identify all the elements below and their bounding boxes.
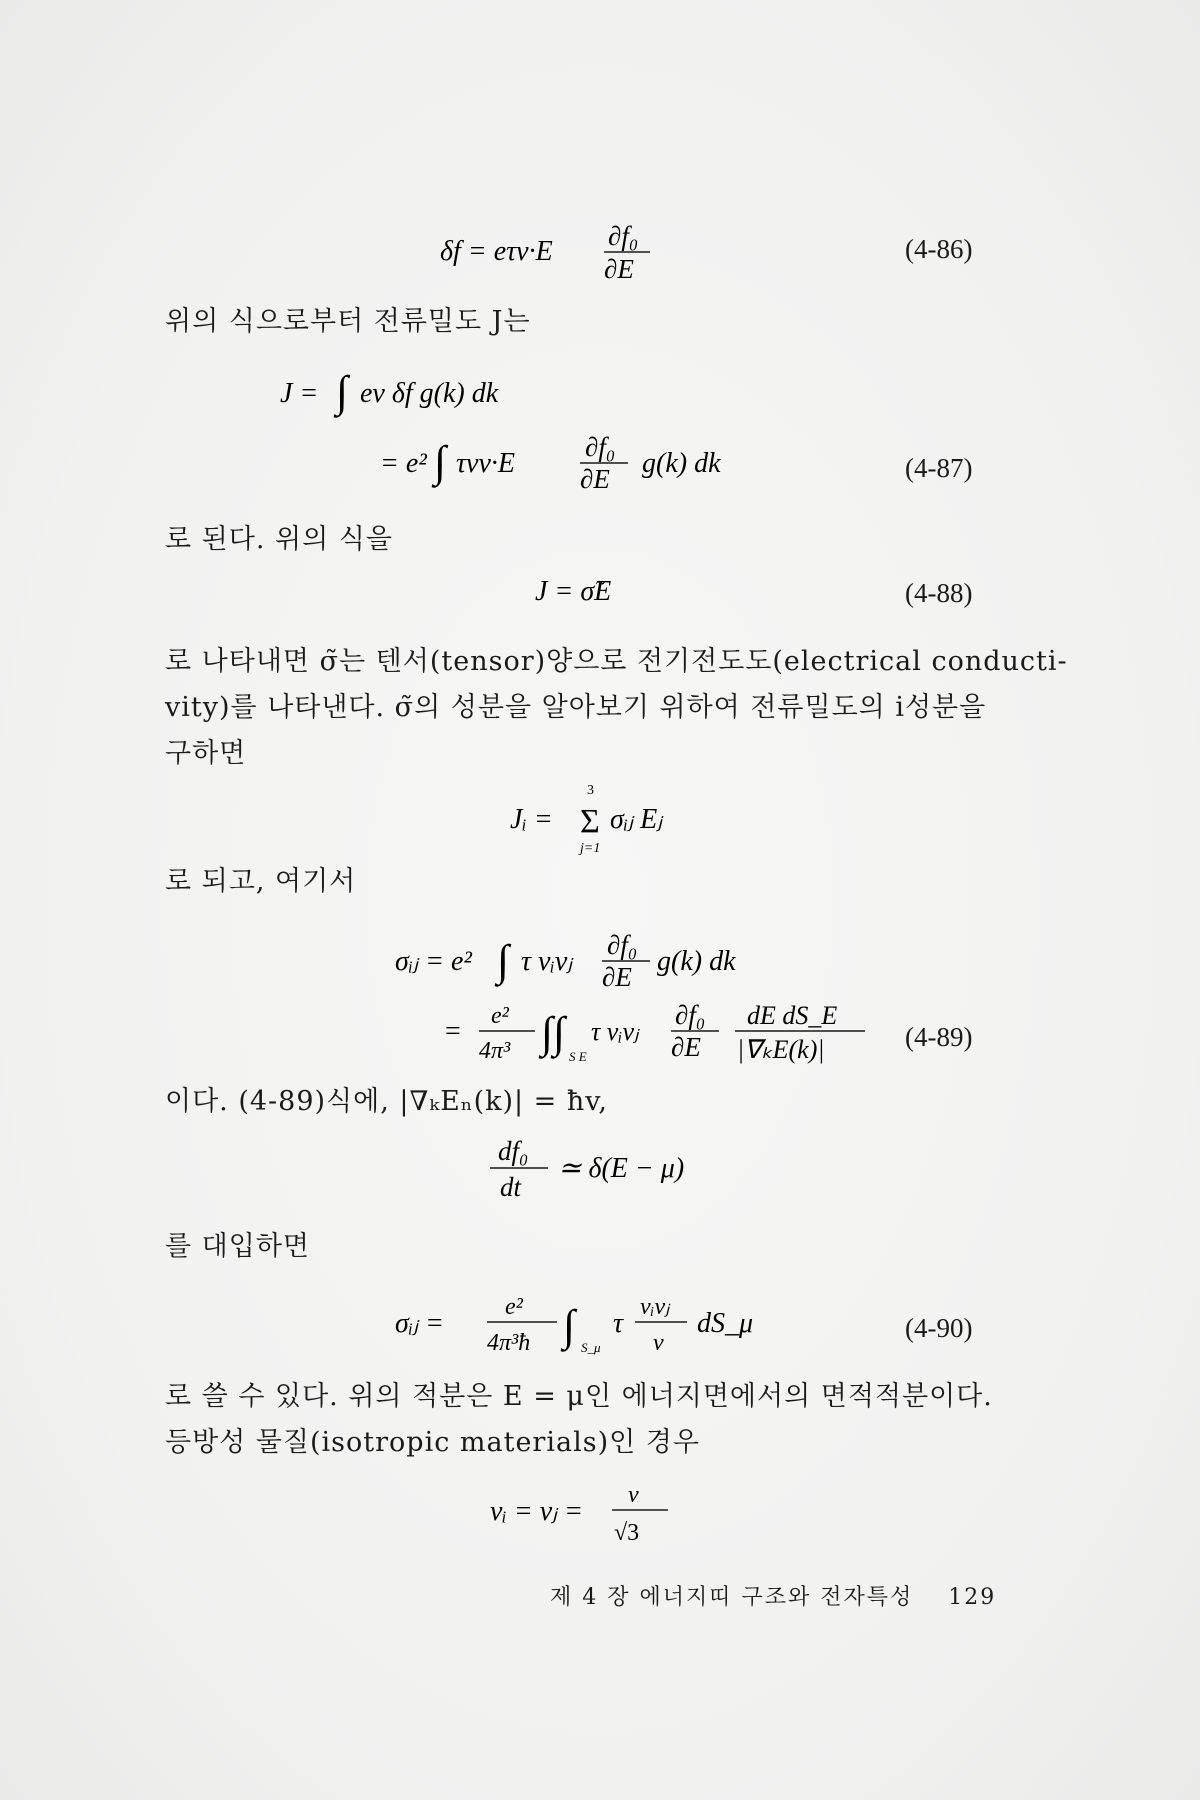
equation-number: (4-86) (905, 234, 973, 264)
svg-text:J = σ̃E: J = σ̃E (535, 576, 612, 607)
svg-text:dt: dt (500, 1172, 522, 1202)
equation-4-87 (280, 360, 780, 510)
equation-4-86 (440, 218, 680, 288)
svg-text:∂f₀: ∂f₀ (675, 1000, 706, 1030)
paragraph-3-line-3: 구하면 (165, 738, 247, 769)
svg-text:∂E: ∂E (602, 962, 632, 992)
svg-text:J =: J = (280, 378, 319, 409)
svg-text:v: v (653, 1330, 664, 1356)
equation-number: (4-89) (905, 1022, 973, 1052)
equation-current-component (510, 780, 710, 860)
svg-text:g(k) dk: g(k) dk (657, 946, 736, 977)
paragraph-2: 로 된다. 위의 식을 (165, 524, 393, 555)
svg-text:τ vᵢvⱼ: τ vᵢvⱼ (591, 1017, 639, 1046)
svg-text:v: v (628, 1482, 639, 1508)
paragraph-6: 를 대입하면 (165, 1231, 310, 1262)
svg-text:τ vᵢvⱼ: τ vᵢvⱼ (521, 946, 573, 977)
paragraph-3-line-2: vity)를 나타낸다. σ̃의 성분을 알아보기 위하여 전류밀도의 i성분을 (165, 692, 987, 723)
paragraph-8: 등방성 물질(isotropic materials)인 경우 (165, 1427, 700, 1458)
svg-text:Σ: Σ (580, 803, 600, 840)
svg-text:∂E: ∂E (580, 464, 610, 494)
svg-text:τ: τ (613, 1308, 624, 1339)
equation-number: (4-87) (905, 453, 973, 483)
svg-text:j=1: j=1 (580, 841, 601, 856)
equation-number: (4-90) (905, 1313, 973, 1343)
svg-text:|∇ₖE(k)|: |∇ₖE(k)| (737, 1035, 825, 1064)
svg-text:S E: S E (569, 1049, 587, 1064)
svg-text:e²: e² (505, 1294, 523, 1320)
svg-text:∂f₀: ∂f₀ (607, 930, 638, 960)
svg-text:4π³ħ: 4π³ħ (487, 1330, 531, 1356)
svg-text:e²: e² (491, 1003, 509, 1029)
svg-text:δf = eτv·E: δf = eτv·E (440, 236, 553, 267)
svg-text:dS_μ: dS_μ (697, 1308, 754, 1339)
svg-text:=: = (445, 1016, 461, 1047)
equation-delta-approximation (490, 1132, 710, 1212)
svg-text:= e²: = e² (380, 448, 427, 479)
svg-text:ev δf g(k) dk: ev δf g(k) dk (360, 378, 499, 409)
svg-text:τvv·E: τvv·E (456, 448, 515, 479)
svg-text:S_μ: S_μ (581, 1340, 601, 1355)
svg-text:∂f₀: ∂f₀ (608, 221, 639, 251)
svg-text:√3: √3 (614, 1520, 640, 1546)
svg-text:df₀: df₀ (498, 1136, 529, 1166)
svg-text:dE dS_E: dE dS_E (747, 1001, 838, 1030)
svg-text:∂f₀: ∂f₀ (585, 432, 616, 462)
chapter-title: 제 4 장 에너지띠 구조와 전자특성 (550, 1585, 914, 1610)
paragraph-3-line-1: 로 나타내면 σ̃는 텐서(tensor)양으로 전기전도도(electrical conducti- (165, 646, 1068, 677)
svg-text:4π³: 4π³ (479, 1038, 511, 1064)
page-footer (550, 1580, 996, 1611)
equation-4-90 (395, 1280, 795, 1370)
svg-text:σᵢⱼ Eⱼ: σᵢⱼ Eⱼ (610, 804, 663, 835)
paragraph-5: 이다. (4-89)식에, |∇ₖEₙ(k)| = ħv, (165, 1086, 608, 1117)
svg-text:Jᵢ =: Jᵢ = (510, 804, 553, 835)
svg-text:∫: ∫ (336, 367, 349, 416)
equation-number: (4-88) (905, 578, 973, 608)
svg-text:∫: ∫ (434, 437, 447, 486)
svg-text:σᵢⱼ = e²: σᵢⱼ = e² (395, 946, 472, 977)
paragraph-7: 로 쓸 수 있다. 위의 적분은 E = μ인 에너지면에서의 면적적분이다. (165, 1381, 993, 1412)
svg-text:∫: ∫ (563, 1301, 576, 1350)
svg-text:vᵢvⱼ: vᵢvⱼ (640, 1294, 670, 1320)
svg-text:∂E: ∂E (604, 254, 634, 284)
paragraph-1: 위의 식으로부터 전류밀도 J는 (165, 306, 531, 337)
svg-text:g(k) dk: g(k) dk (642, 448, 721, 479)
svg-text:∫∫: ∫∫ (541, 1008, 566, 1057)
svg-text:≃ δ(E − μ): ≃ δ(E − μ) (558, 1153, 685, 1184)
equation-4-89 (395, 915, 895, 1085)
page-number: 129 (948, 1585, 997, 1610)
paragraph-4: 로 되고, 여기서 (165, 866, 357, 897)
svg-text:∫: ∫ (497, 936, 510, 985)
svg-text:vᵢ = vⱼ =: vᵢ = vⱼ = (490, 1496, 583, 1527)
equation-4-88 (535, 565, 655, 615)
svg-text:σᵢⱼ =: σᵢⱼ = (395, 1308, 445, 1339)
equation-isotropic-velocity (490, 1478, 690, 1558)
svg-text:3: 3 (587, 783, 594, 798)
svg-text:∂E: ∂E (671, 1032, 701, 1062)
